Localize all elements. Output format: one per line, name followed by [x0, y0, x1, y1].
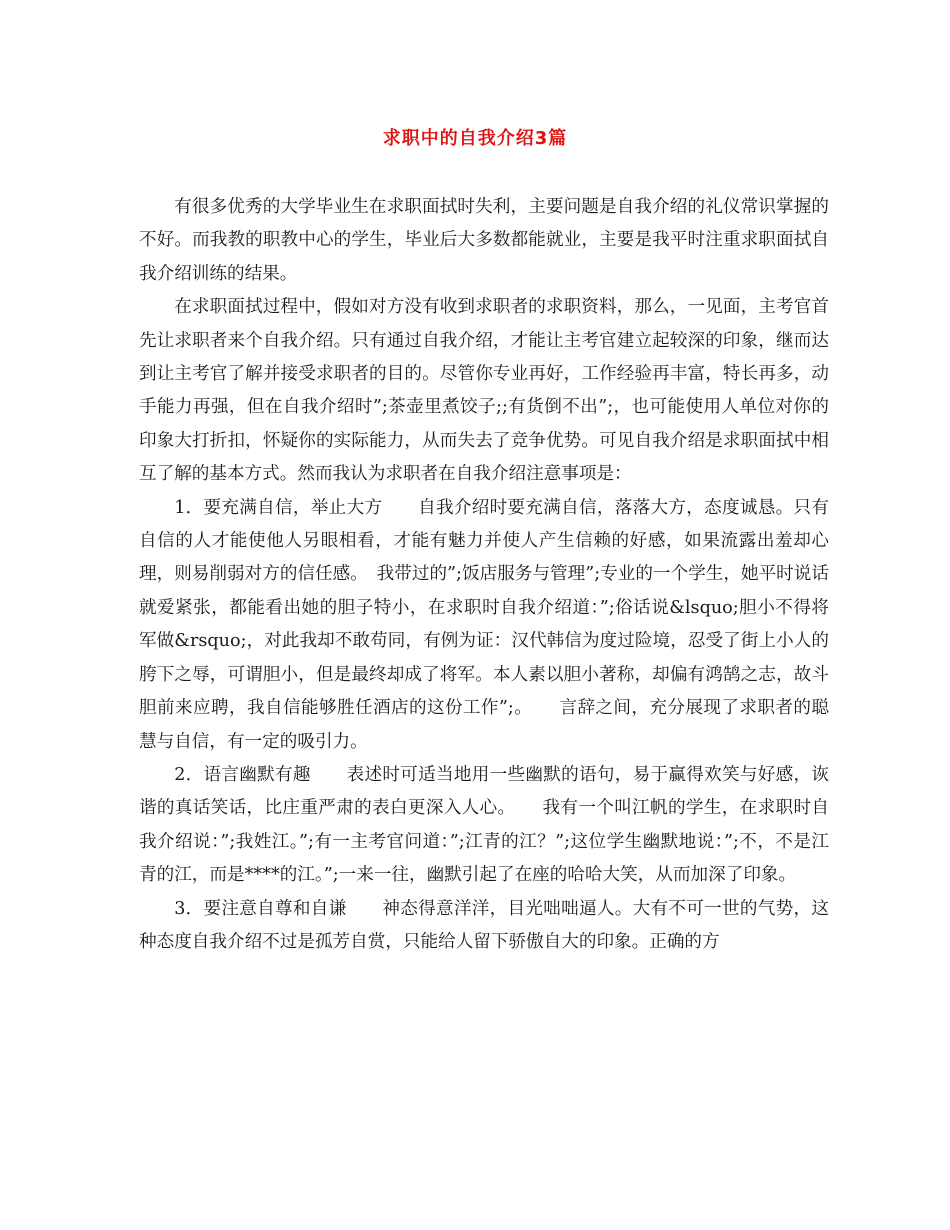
document-body	[139, 191, 829, 959]
paragraph-point-self-respect: 3．要注意自尊和自谦 神态得意洋洋，目光咄咄逼人。大有不可一世的气势，这种态度自我介绍不过是孤芳自赏，只能给人留下骄傲自大的印象。正确的方	[139, 898, 829, 952]
paragraph-interview-process: 在求职面拭过程中，假如对方没有收到求职者的求职资料，那么，一见面，主考官首先让求职者来个自我介绍。只有通过自我介绍，才能让主考官建立起较深的印象，继而达到让主考官了解并接受求职者的目的。尽管你专业再好，工作经验再丰富，特长再多，动手能力再强，但在自我介绍时”;茶壶里煮饺子;;有货倒不出”;，也可能使用人单位对你的印象大打折扣，怀疑你的实际能力，从而失去了竞争优势。可见自我介绍是求职面拭中相互了解的基本方式。然而我认为求职者在自我介绍注意事项是：	[139, 297, 829, 485]
document-title: 求职中的自我介绍3篇	[382, 128, 568, 149]
paragraph-point-confidence: 1．要充满自信，举止大方 自我介绍时要充满自信，落落大方，态度诚恳。只有自信的人才能使他人另眼相看，才能有魅力并使人产生信赖的好感，如果流露出羞却心理，则易削弱对方的信任感。 我带过的”;饭店服务与管理”;专业的一个学生，她平时说话就爱紧张，都能看出她的胆子特小，在求职时自我介绍道：”;俗话说&lsquo;胆小不得将军做&rsquo;，对此我却不敢苟同，有例为证：汉代韩信为度过险境，忍受了街上小人的胯下之辱，可谓胆小，但是最终却成了将军。本人素以胆小著称，却偏有鸿鹄之志，故斗胆前来应聘，我自信能够胜任酒店的这份工作”;。 言辞之间，充分展现了求职者的聪慧与自信，有一定的吸引力。	[139, 497, 829, 752]
paragraph-point-humor: 2．语言幽默有趣 表述时可适当地用一些幽默的语句，易于赢得欢笑与好感，诙谐的真话笑话，比庄重严肃的表白更深入人心。 我有一个叫江帆的学生，在求职时自我介绍说：”;我姓江。”;有一主考官问道：”;江青的江？”;这位学生幽默地说：”;不，不是江青的江，而是****的江。”;一来一往，幽默引起了在座的哈哈大笑，从而加深了印象。	[139, 764, 829, 886]
paragraph-intro: 有很多优秀的大学毕业生在求职面拭时失利，主要问题是自我介绍的礼仪常识掌握的不好。而我教的职教中心的学生，毕业后大多数都能就业，主要是我平时注重求职面拭自我介绍训练的结果。	[139, 197, 829, 284]
